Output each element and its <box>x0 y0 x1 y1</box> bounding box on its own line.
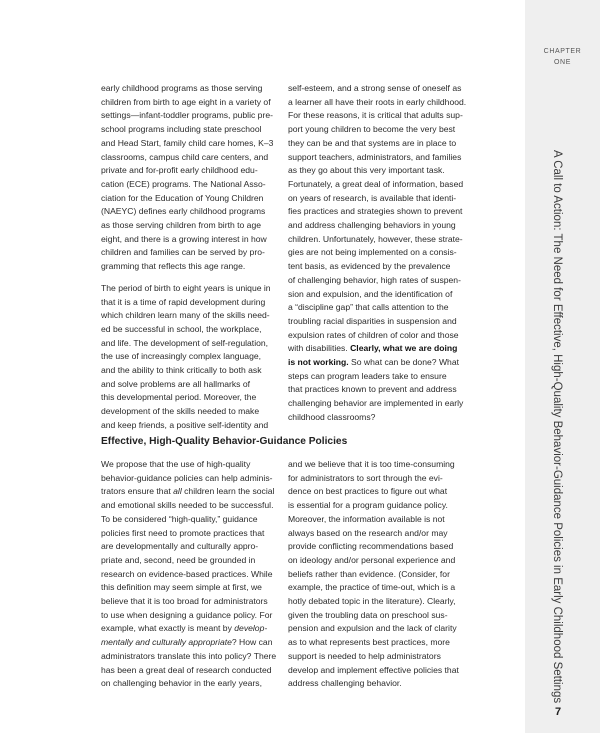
emphasis-italic: develop- mentally and culturally appropriate <box>101 623 268 648</box>
body-paragraph <box>288 82 478 425</box>
section-heading: Effective, High-Quality Behavior-Guidance Policies <box>101 436 348 447</box>
body-paragraph: The period of birth to eight years is unique in that it is a time of rapid development during which children learn many of the skills need- ed be successful in school, the workplace, and life. The development of self-regulation, the use of increasingly complex language, and the ability to think critically to both ask and solve problems are all hallmarks of this developmental period. Moreover, the development of the skills needed to make and keep friends, a positive self-identity and <box>101 282 271 430</box>
body-paragraph <box>101 458 291 691</box>
body-paragraph: early childhood programs as those serving children from birth to age eight in a variety of settings—infant-toddler programs, public pre- school programs including state preschool and Head Start, family child care homes, K–3 classrooms, campus child care centers, and private and for-profit early childhood edu- cation (ECE) programs. The National Asso- ciation for the Education of Young Children (NAEYC) defines early childhood programs as those serving children from birth to age eight, and there is a growing interest in how children and families can be served by pro- gramming that reflects this age range. <box>101 83 274 272</box>
upper-left-column <box>101 82 291 433</box>
lower-left-column <box>101 458 291 691</box>
page-number: 7 <box>554 706 562 718</box>
chapter-word: CHAPTER <box>543 48 582 55</box>
emphasis-italic: all <box>173 486 182 497</box>
emphasis-bold: Clearly, what we are doing is not working. <box>288 343 458 368</box>
body-text: We propose that the use of high-quality behavior-guidance policies can help adminis- trators ensure that <box>101 459 273 497</box>
body-text: So what can be done? What steps can program leaders take to ensure that practices known to prevent and address challenging behavior are implemented in early childhood classrooms? <box>288 357 464 422</box>
body-paragraph: and we believe that it is too time-consuming for administrators to sort through the evi- dence on best practices to figure out what is essential for a program guidance policy. Moreover, the information available is not always based on the research and/or may provide conflicting recommendations based on ideology and/or personal experience and beliefs rather than evidence. (Consider, for example, the practice of time-out, which is a hotly debated topic in the literature). Clearly, given the troubling data on preschool sus- pension and expulsion and the lack of clarity as to what represents best practices, more support is needed to help administrators develop and implement effective policies that address challenging behavior. <box>288 459 459 689</box>
chapter-number: ONE <box>554 59 571 66</box>
upper-right-column <box>288 82 478 425</box>
body-text: children learn the social and emotional skills needed to be successful. To be considered “high-quality,” guidance policies first need to promote practices that are developmentally and culturally appro- priate and, second, need be grounded in research on evidence-based practices. While this definition may seem simple at first, we believe that it is too broad for administrators to use when designing a guidance policy. For example, what exactly is meant by <box>101 486 275 634</box>
body-text: ? How can administrators translate this into policy? There has been a great deal of research conducted on challenging behavior in the early years, <box>101 637 277 689</box>
chapter-label <box>525 46 600 68</box>
lower-right-column <box>288 458 478 691</box>
body-text: self-esteem, and a strong sense of oneself as a learner all have their roots in early childhood. For these reasons, it is critical that adults sup- port young children to become the very best they can be and that systems are in place to support teachers, administrators, and families as they go about this very important task. Fortunately, a great deal of information, based on years of research, is available that identi- fies practices and strategies shown to prevent and address challenging behaviors in young children. Unfortunately, however, these strate- gies are not being implemented on a consis- tent basis, as evidenced by the prevalence of challenging behavior, high rates of suspen- sion and expulsion, and the identification of a “discipline gap” that calls attention to the troubling racial disparities in suspension and expulsion rates of children of color and those with disabilities. <box>288 83 467 354</box>
running-title: A Call to Action: The Need for Effective, High-Quality Behavior-Guidance Policies in Early Childhood Settings <box>551 150 563 704</box>
